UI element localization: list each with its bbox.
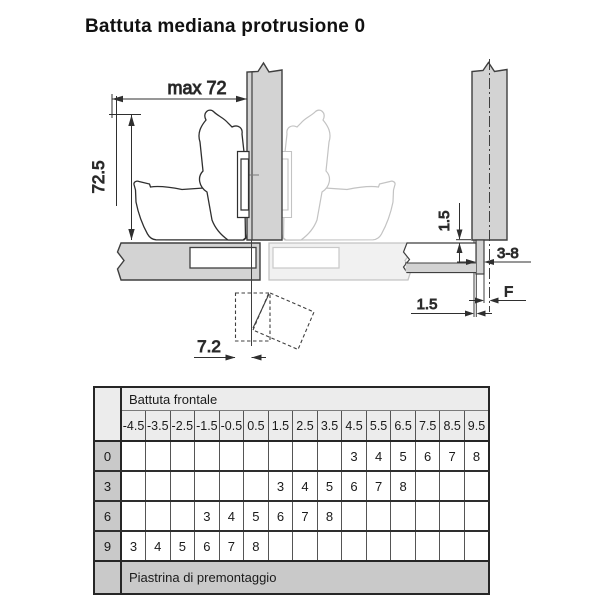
table-cell: 8 — [464, 441, 489, 471]
svg-text:max 72: max 72 — [167, 78, 227, 98]
page-title: Battuta mediana protrusione 0 — [85, 16, 366, 37]
table-cell — [342, 531, 367, 561]
table-cell — [391, 531, 416, 561]
row-header-3: 3 — [94, 471, 121, 501]
svg-text:F: F — [504, 283, 514, 301]
table-cell: 6 — [268, 501, 293, 531]
table-cell — [268, 531, 293, 561]
col-header-9.5: 9.5 — [464, 411, 489, 442]
col-header-0.5: 0.5 — [244, 411, 269, 442]
table-cell — [317, 531, 342, 561]
table-cell: 6 — [415, 441, 440, 471]
table-cell — [415, 531, 440, 561]
table-cell — [170, 501, 195, 531]
cabinet-panel — [118, 239, 261, 280]
table-cell — [293, 441, 318, 471]
svg-text:1.5: 1.5 — [416, 296, 438, 313]
table-cell: 7 — [440, 441, 465, 471]
col-header-3.5: 3.5 — [317, 411, 342, 442]
edge-detail-view — [404, 59, 532, 317]
col-header--4.5: -4.5 — [121, 411, 146, 442]
row-header-0: 0 — [94, 441, 121, 471]
col-header-5.5: 5.5 — [366, 411, 391, 442]
door-lip — [476, 240, 484, 274]
table-cell: 5 — [391, 441, 416, 471]
col-header-4.5: 4.5 — [342, 411, 367, 442]
svg-text:72.5: 72.5 — [89, 160, 108, 194]
table-cell — [219, 441, 244, 471]
table-cell — [146, 501, 171, 531]
hinge-outline — [134, 110, 249, 240]
dimension-max-72 — [112, 78, 247, 118]
table-cell: 4 — [219, 501, 244, 531]
col-header--0.5: -0.5 — [219, 411, 244, 442]
table-cell — [170, 471, 195, 501]
table-cell — [146, 441, 171, 471]
table-cell: 5 — [244, 501, 269, 531]
table-cell: 7 — [219, 531, 244, 561]
dashed-door-open-position — [236, 293, 315, 350]
table-cell — [121, 471, 146, 501]
col-header--2.5: -2.5 — [170, 411, 195, 442]
table-cell: 4 — [146, 531, 171, 561]
table-cell: 4 — [293, 471, 318, 501]
table-corner-cell — [94, 387, 121, 441]
table-cell — [415, 471, 440, 501]
dimension-gap-bottom — [411, 296, 492, 317]
table-cell — [170, 441, 195, 471]
table-cell — [464, 501, 489, 531]
table-cell — [342, 501, 367, 531]
table-cell — [219, 471, 244, 501]
table-cell: 7 — [366, 471, 391, 501]
table-cell: 6 — [342, 471, 367, 501]
table-cell: 8 — [391, 471, 416, 501]
table-footer-label: Piastrina di premontaggio — [121, 561, 489, 594]
table-cell: 6 — [195, 531, 220, 561]
table-cell — [317, 441, 342, 471]
adjustment-table — [93, 386, 490, 595]
table-cell: 3 — [342, 441, 367, 471]
table-cell — [244, 471, 269, 501]
col-header-2.5: 2.5 — [293, 411, 318, 442]
table-cell: 3 — [195, 501, 220, 531]
table-group-header: Battuta frontale — [121, 387, 489, 411]
col-header--3.5: -3.5 — [146, 411, 171, 442]
col-header--1.5: -1.5 — [195, 411, 220, 442]
table-cell — [121, 501, 146, 531]
table-cell: 3 — [268, 471, 293, 501]
table-cell: 7 — [293, 501, 318, 531]
table-footer-left-cell — [94, 561, 121, 594]
table-cell — [440, 471, 465, 501]
col-header-1.5: 1.5 — [268, 411, 293, 442]
table-cell — [440, 501, 465, 531]
table-cell — [391, 501, 416, 531]
dimension-72-5 — [89, 96, 141, 240]
table-cell: 5 — [317, 471, 342, 501]
row-header-6: 6 — [94, 501, 121, 531]
table-cell — [366, 531, 391, 561]
table-cell — [415, 501, 440, 531]
table-cell — [195, 441, 220, 471]
table-cell — [244, 441, 269, 471]
table-cell — [366, 501, 391, 531]
table-cell: 3 — [121, 531, 146, 561]
table-cell — [121, 441, 146, 471]
table-cell — [146, 471, 171, 501]
table-cell: 8 — [317, 501, 342, 531]
svg-text:1.5: 1.5 — [436, 210, 453, 232]
table-cell: 5 — [170, 531, 195, 561]
col-header-8.5: 8.5 — [440, 411, 465, 442]
row-header-9: 9 — [94, 531, 121, 561]
table-cell — [464, 471, 489, 501]
table-cell — [195, 471, 220, 501]
col-header-6.5: 6.5 — [391, 411, 416, 442]
table-cell: 8 — [244, 531, 269, 561]
svg-text:3-8: 3-8 — [497, 245, 519, 262]
svg-text:7.2: 7.2 — [197, 337, 221, 356]
table-cell — [464, 531, 489, 561]
table-cell — [440, 531, 465, 561]
ghost-hinge-mirrored — [269, 110, 412, 280]
col-header-7.5: 7.5 — [415, 411, 440, 442]
table-cell — [268, 441, 293, 471]
table-cell: 4 — [366, 441, 391, 471]
dimension-f — [469, 284, 526, 304]
table-cell — [293, 531, 318, 561]
